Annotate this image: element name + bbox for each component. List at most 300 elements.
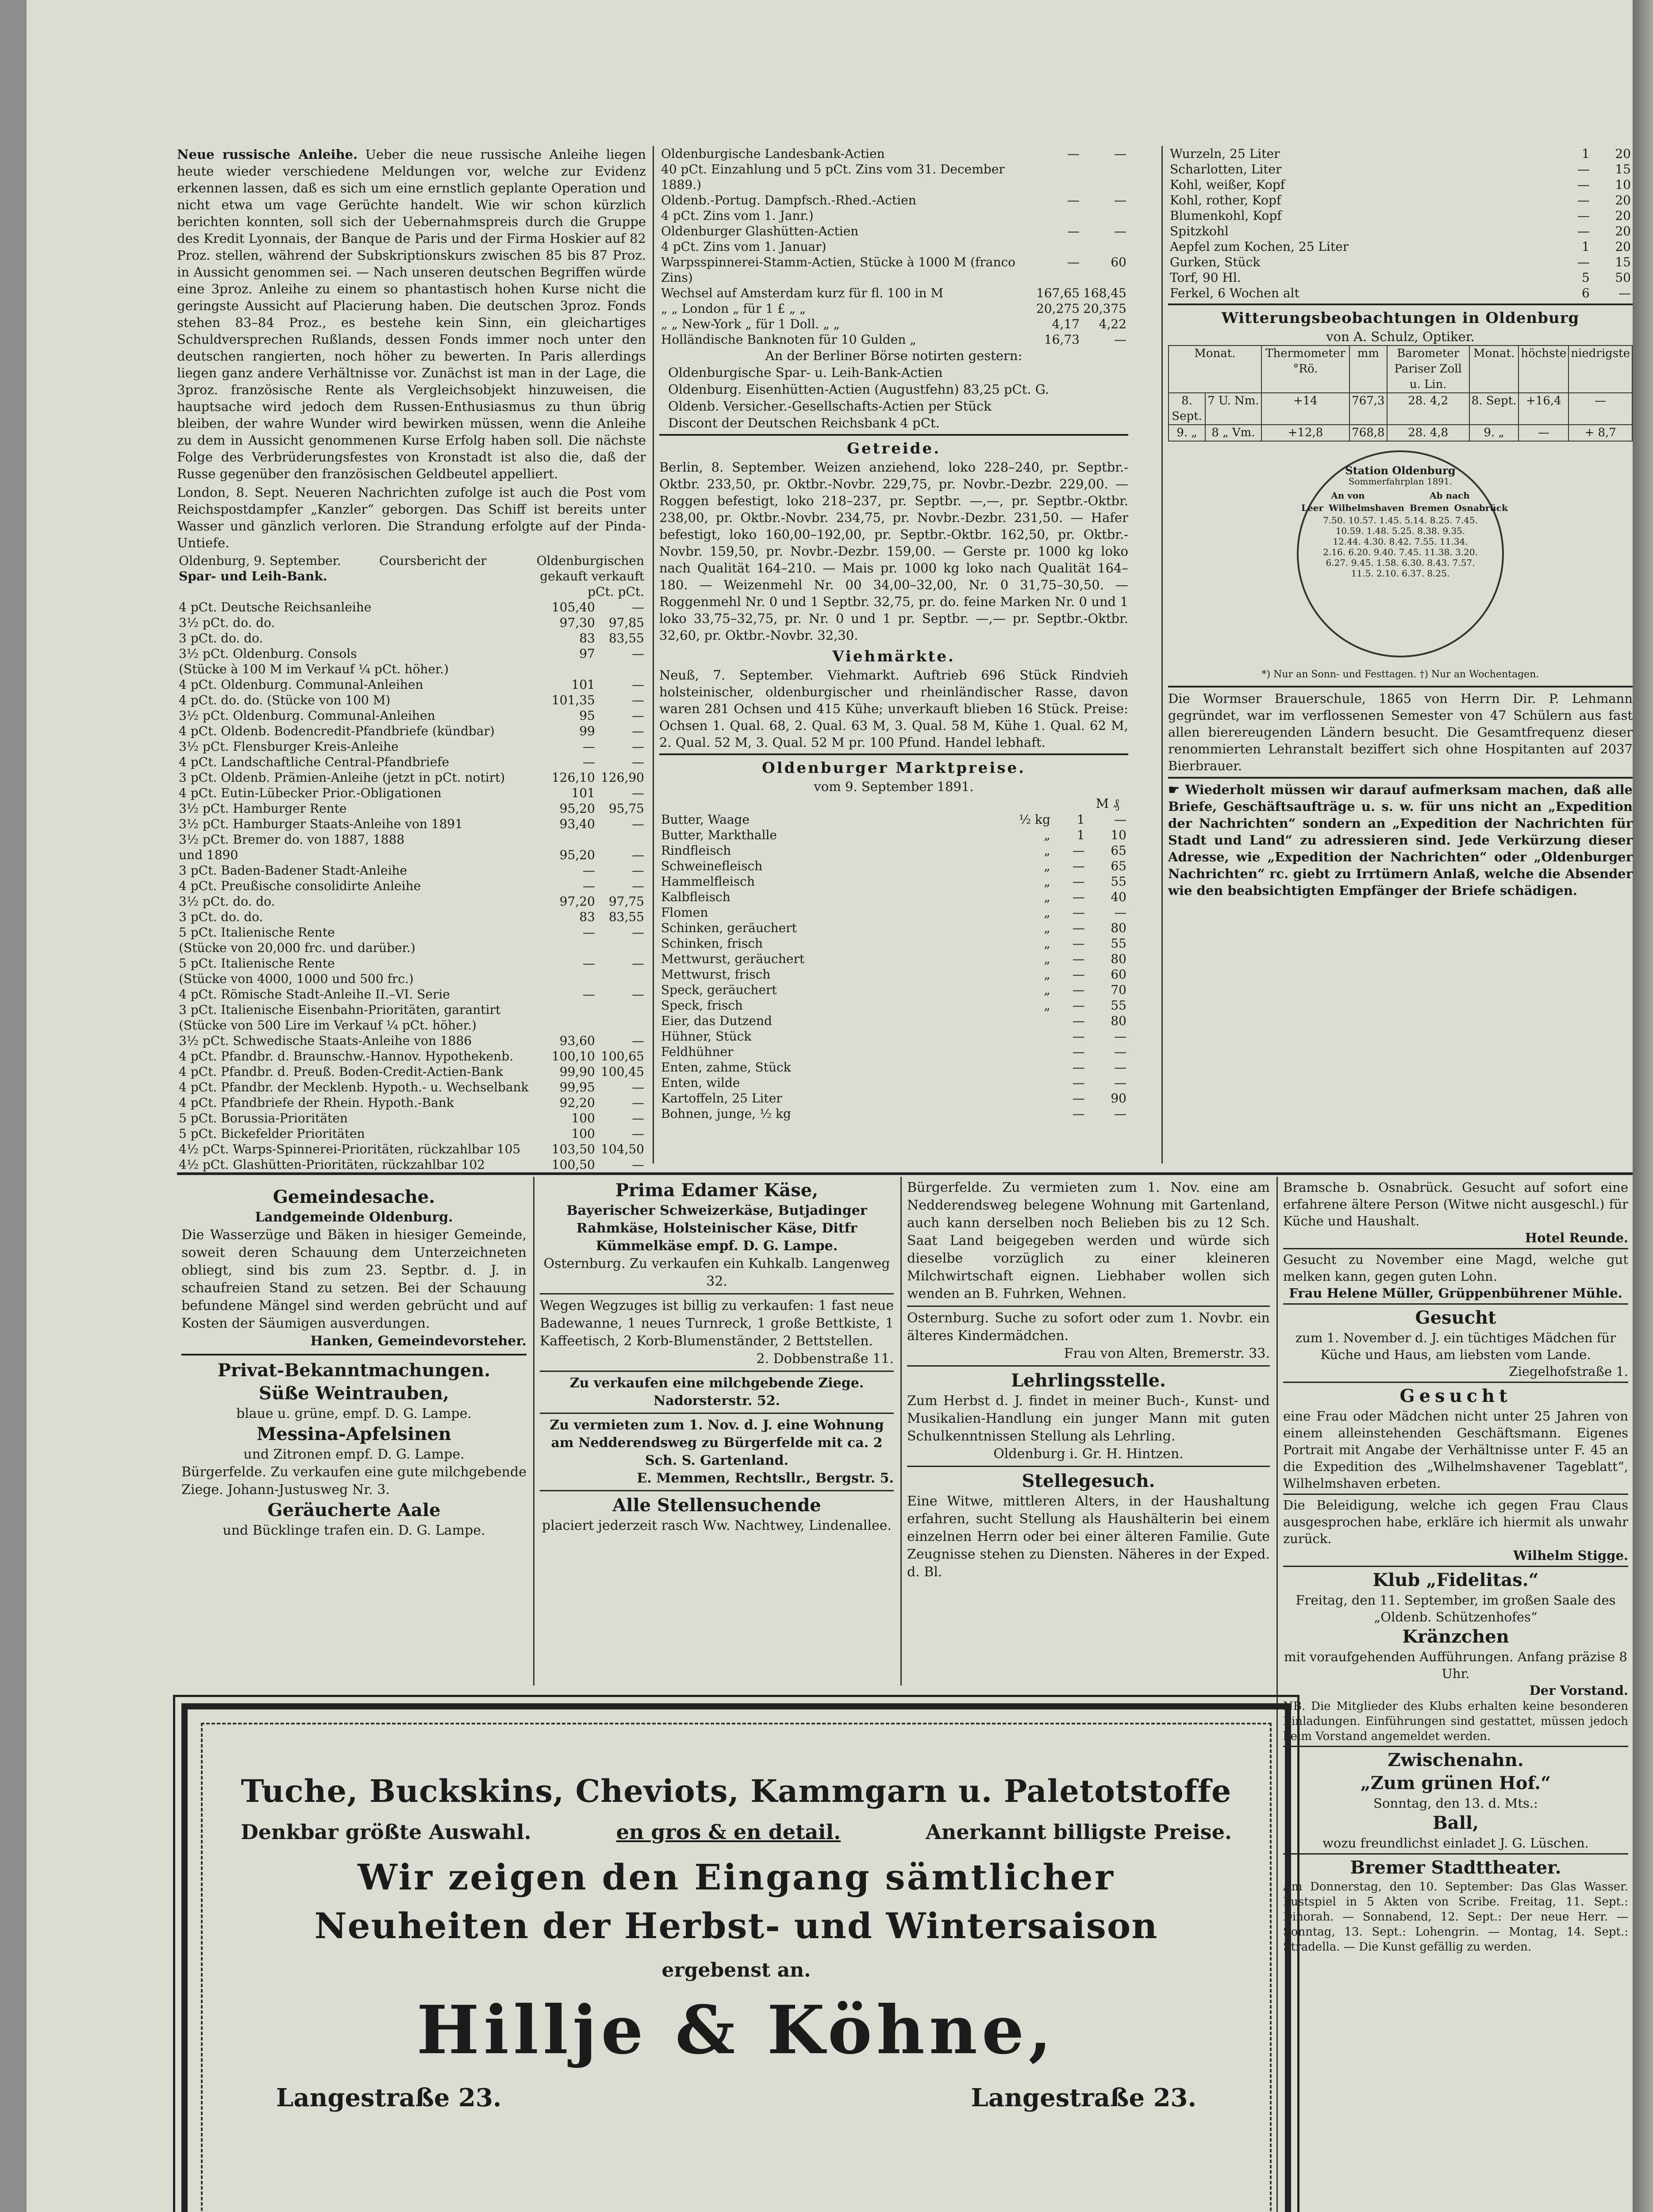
table-row <box>177 1095 646 1110</box>
column-header: Thermometer °Rö. <box>1261 346 1349 393</box>
table-cell: 83 <box>579 910 595 924</box>
table-cell <box>976 1013 1052 1029</box>
table-cell: 100,10 <box>551 1049 595 1064</box>
zwischenahn-sub: „Zum grünen Hof.“ <box>1360 1773 1551 1793</box>
table-cell: 20 <box>1615 146 1631 161</box>
table-cell: — <box>1072 998 1085 1013</box>
stellegesuch-text: Eine Witwe, mittleren Alters, in der Haushaltung erfahren, sucht Stellung als Haushälterin bei einem einzelnen Herrn oder bei einer älteren Familie. Gute Zeugnisse stehen zu Diensten. Näheres in der Exped. d. Bl. <box>907 1494 1270 1580</box>
table-cell <box>976 1060 1052 1075</box>
table-row <box>659 316 1128 332</box>
table-cell <box>597 940 646 956</box>
table-cell: und 1890 <box>179 848 238 862</box>
table-cell: — <box>632 863 644 878</box>
table-cell: 40 pCt. Einzahlung und 5 pCt. Zins vom 31. December 1889.) <box>661 162 1005 192</box>
table-cell: 4 pCt. do. do. (Stücke von 100 M) <box>179 693 391 707</box>
table-cell: 768,8 <box>1349 425 1387 441</box>
kaese-text: Bayerischer Schweizerkäse, Butjadinger Rahmkäse, Holsteinischer Käse, Ditfr Kümmelkäse empf. D. G. Lampe. <box>566 1203 867 1254</box>
divider <box>659 753 1128 755</box>
divider <box>1168 686 1633 687</box>
table-row <box>659 905 1128 920</box>
markt-heading: Oldenburger Marktpreise. <box>762 759 1026 777</box>
table-row <box>1168 177 1633 192</box>
berlin-list <box>659 364 1128 431</box>
table-cell: +12,8 <box>1261 425 1349 441</box>
wetter-note: *) Nur an Sonn- und Festtagen. †) Nur an Wochentagen. <box>1261 669 1539 680</box>
vermieten-sign: E. Memmen, Rechtsllr., Bergstr. 5. <box>637 1471 894 1486</box>
table-cell: — <box>1114 224 1126 238</box>
table-cell: 50 <box>1615 270 1631 285</box>
gemeinde-text: Die Wasserzüge und Bäken in hiesiger Gemeinde, soweit deren Schauung dem Unterzeichneten obliegt, sind bis zum 23. Septbr. d. J. in schaufreien Stand zu setzen. Bei der Schauung befundene Mängel sind werden gebrücht und auf Kosten der Säumigen ausverdungen. <box>181 1227 527 1331</box>
table-cell: — <box>632 600 644 614</box>
table-row <box>659 1044 1128 1060</box>
table-cell: — <box>1114 1045 1126 1059</box>
table-row <box>177 1157 646 1172</box>
table-row <box>177 816 646 832</box>
station-places <box>1299 503 1508 513</box>
station-place: Wilhelmshaven <box>1329 503 1405 513</box>
table-cell: — <box>632 724 644 738</box>
table-cell: — <box>1114 812 1126 827</box>
hinweis-text <box>1168 781 1633 899</box>
gemeinde-heading: Gemeindesache. <box>273 1187 435 1207</box>
table-cell: „ <box>1044 905 1050 920</box>
station-title: Station Oldenburg <box>1345 464 1456 477</box>
table-cell: 4 pCt. Preußische consolidirte Anleihe <box>179 879 421 893</box>
table-cell: — <box>582 956 595 971</box>
table-cell <box>597 971 646 987</box>
table-cell: Kohl, weißer, Kopf <box>1170 177 1285 192</box>
table-cell: Ferkel, 6 Wochen alt <box>1170 286 1299 300</box>
table-cell: Kalbfleisch <box>661 890 730 904</box>
table-row <box>177 909 646 925</box>
london-news: London, 8. Sept. Neueren Nachrichten zufolge ist auch die Post vom Reichspostdampfer „Kanzler“ geborgen. Das Schiff ist bereits unter Wasser und gänzlich verloren. Die Strandung erfolgte auf der Pinda-Untiefe. <box>177 485 646 550</box>
table-row <box>177 785 646 801</box>
table-cell: — <box>1067 146 1080 161</box>
table-cell: Eier, das Dutzend <box>661 1014 772 1028</box>
wegzug-addr: 2. Dobbenstraße 11. <box>756 1351 894 1367</box>
table-row <box>659 1013 1128 1029</box>
table-row <box>177 1048 646 1064</box>
zwischenahn-heading: Zwischenahn. <box>1388 1750 1524 1770</box>
buergerfelde-ziege-ad: Bürgerfelde. Zu verkaufen eine gute milchgebende Ziege. Johann-Justusweg Nr. 3. <box>181 1464 527 1498</box>
lehrling-heading: Lehrlingsstelle. <box>1011 1370 1166 1391</box>
table-cell: 97,75 <box>608 894 644 909</box>
table-cell: 83,55 <box>608 910 644 924</box>
table-cell: 92,20 <box>559 1095 595 1110</box>
table-row <box>659 1075 1128 1091</box>
berlin-head: An der Berliner Börse notirten gestern: <box>765 348 1023 363</box>
berlin-item: Oldenburgische Spar- u. Leih-Bank-Actien <box>668 365 943 380</box>
table-cell: 80 <box>1111 921 1126 935</box>
table-row <box>177 1018 646 1033</box>
table-cell: — <box>1072 936 1085 951</box>
table-row <box>659 1091 1128 1106</box>
table-cell: 15 <box>1615 162 1631 177</box>
veg-table <box>1168 146 1633 301</box>
table-cell: — <box>632 1080 644 1094</box>
table-cell: Hammelfleisch <box>661 874 755 889</box>
buergerfelde-wohnung-ad: Bürgerfelde. Zu vermieten zum 1. Nov. eine am Nedderendsweg belegene Wohnung mit Gartenland, auch kann derselben noch Belieben bis zu 12 Sch. Saat Land beigegeben werden und würde sich dieselbe vorzüglich zu einer kleineren Milchwirtschaft eignen. Liebhaber wollen sich wenden an B. Fuhrken, Wehnen. <box>907 1180 1270 1302</box>
table-cell: 3½ pCt. Hamburger Rente <box>179 801 347 816</box>
table-cell: Bohnen, junge, ½ kg <box>661 1106 791 1121</box>
ad-gemeinde <box>181 1186 527 1540</box>
table-cell: — <box>1114 1106 1126 1121</box>
table-cell: 1 <box>1076 828 1085 842</box>
kurs-sub-left: Spar- und Leih-Bank. <box>179 569 327 584</box>
table-cell: — <box>632 925 644 940</box>
column-header: Monat. <box>1169 346 1261 393</box>
table-cell: 10 <box>1615 177 1631 192</box>
table-cell: 3½ pCt. Schwedische Staats-Anleihe von 1886 <box>179 1033 472 1048</box>
table-cell: 20 <box>1615 239 1631 254</box>
gesucht-frau-ad: eine Frau oder Mädchen nicht unter 25 Jahren von einem alleinstehenden Geschäftsmann. Eigenes Portrait mit Angabe der Verhältnisse unter F. 45 an die Expedition des „Wilhelmshavener Tageblatt“, Wilhelmshaven erbeten. <box>1283 1409 1628 1491</box>
table-cell: 6 <box>1581 286 1590 300</box>
table-row <box>659 951 1128 967</box>
kurs-table <box>177 599 646 1172</box>
table-row <box>1169 393 1632 425</box>
table-cell: 95,75 <box>608 801 644 816</box>
vieh-text: Neuß, 7. September. Viehmarkt. Auftrieb 696 Stück Rindvieh holsteinischer, oldenburgischer und rheinländischer Rasse, davon waren 281 Ochsen und 415 Kühe; unverkauft blieben 16 Stück. Preise: Ochsen 1. Qual. 68, 2. Qual. 63 M, 3. Qual. 58 M, Kühe 1. Qual. 62 M, 2. Qual. 52 M, 3. Qual. 52 M pr. 100 Pfund. Handel lebhaft. <box>659 668 1128 750</box>
table-row <box>659 301 1128 316</box>
table-cell: — <box>1072 1045 1085 1059</box>
table-row <box>177 1110 646 1126</box>
table-cell <box>597 832 646 847</box>
gesucht-addr: Ziegelhofstraße 1. <box>1509 1364 1628 1379</box>
table-cell: Oldenburger Glashütten-Actien <box>661 224 859 238</box>
getreide-heading: Getreide. <box>846 440 941 457</box>
table-cell: 767,3 <box>1349 393 1387 425</box>
table-cell <box>548 1018 597 1033</box>
table-cell: — <box>632 755 644 769</box>
table-cell: 101 <box>571 677 595 692</box>
table-row <box>659 161 1128 192</box>
table-cell: 99,90 <box>559 1064 595 1079</box>
table-row <box>1168 239 1633 254</box>
table-cell: 4 pCt. Zins vom 1. Janr.) <box>661 208 814 223</box>
table-cell: 100,50 <box>551 1157 595 1172</box>
table-cell: 4 pCt. Römische Stadt-Anleihe II.–VI. Serie <box>179 987 450 1002</box>
big-line-stoffe: Tuche, Buckskins, Cheviots, Kammgarn u. Paletotstoffe <box>241 1773 1232 1809</box>
table-cell: 16,73 <box>1044 332 1080 347</box>
table-cell: 65 <box>1111 843 1126 858</box>
stock-table <box>659 146 1128 347</box>
getreide-text: Berlin, 8. September. Weizen anziehend, loko 228–240, pr. Septbr.-Oktbr. 233,50, pr. Oktbr.-Novbr. 229,75, pr. Novbr.-Dezbr. 229,00. — Roggen befestigt, loko 218–237, pr. Septbr. —,—, pr. Septbr.-Oktbr. 238,00, pr. Oktbr.-Novbr. 234,75, pr. Novbr.-Dezbr. 231,50. — Hafer befestigt, loko 160,00–192,00, pr. Septbr.-Oktbr. 162,50, pr. Oktbr.-Novbr. 159,50, pr. Novbr.-Dezbr. 159,00. — Gerste pr. 1000 kg loko nach Qualität 164–210. — Mais pr. 1000 kg loko nach Qualität 164–180. — Weizenmehl Nr. 00 34,00–32,00, Nr. 0 31,75–30,50. — Roggenmehl Nr. 0 und 1 Septbr. 32,75, pr. do. feine Marken Nr. 0 und 1 loko 33,75–32,75, pr. Nr. 0 und 1 pr. Septbr. —,— pr. Septbr.-Oktbr. 32,60, pr. Oktbr.-Novbr. 32,30. <box>659 460 1128 643</box>
table-cell: „ „ London „ für 1 £ „ „ <box>661 301 806 316</box>
table-cell: Kohl, rother, Kopf <box>1170 193 1281 207</box>
stellen-heading: Alle Stellensuchende <box>612 1495 821 1516</box>
weintrauben-sub: blaue u. grüne, empf. D. G. Lampe. <box>236 1406 472 1421</box>
table-cell <box>976 1075 1052 1091</box>
table-row <box>177 615 646 630</box>
table-row <box>177 1033 646 1048</box>
table-cell <box>1081 161 1128 192</box>
table-row <box>177 599 646 615</box>
table-cell <box>976 1091 1052 1106</box>
table-cell: — <box>632 677 644 692</box>
table-cell: (Stücke von 4000, 1000 und 500 frc.) <box>179 972 414 986</box>
table-cell: Flomen <box>661 905 708 920</box>
privat-heading: Privat-Bekanntmachungen. <box>217 1360 491 1381</box>
lehrling-text: Zum Herbst d. J. findet in meiner Buch-, Kunst- und Musikalien-Handlung ein junger Mann mit guten Schulkenntnissen Stellung als Lehrling. <box>907 1393 1270 1444</box>
table-cell <box>597 1018 646 1033</box>
station-times: 7.50. 10.57. 1.45. 5.14. 8.25. 7.45. 10.59. 1.48. 5.25. 8.38. 9.35. 12.44. 4.30. 8.42. 7.55. 11.34. 2.16. 6.20. 9.40. 7.45. 11.38. 3.20. 6.27. 9.45. 1.58. 6.30. 8.43. 7.57. 11.5. 2.10. 6.37. 8.25. <box>1323 515 1478 579</box>
gesucht2-heading: Gesucht <box>1399 1386 1512 1406</box>
table-cell: 126,90 <box>601 770 644 785</box>
table-cell: 55 <box>1111 874 1126 889</box>
table-cell: 20,375 <box>1083 301 1126 316</box>
ad-divider <box>533 1177 534 1686</box>
table-cell: 168,45 <box>1083 286 1126 300</box>
table-row <box>659 843 1128 858</box>
ads-divider <box>177 1172 1633 1175</box>
station-an: An von <box>1331 490 1365 501</box>
table-row <box>659 1060 1128 1075</box>
gesucht-heading: Gesucht <box>1415 1307 1496 1328</box>
ad-right-column <box>1283 1179 1628 1955</box>
table-row <box>659 858 1128 874</box>
table-cell: Oldenb.-Portug. Dampfsch.-Rhed.-Actien <box>661 193 916 207</box>
table-cell: Speck, frisch <box>661 998 743 1013</box>
column-header: mm <box>1349 346 1387 393</box>
klub-sign: Der Vorstand. <box>1529 1683 1628 1698</box>
table-cell: 4 pCt. Zins vom 1. Januar) <box>661 239 826 254</box>
column-weather <box>1168 146 1633 901</box>
table-cell: 101 <box>571 786 595 800</box>
table-cell: 100,65 <box>601 1049 644 1064</box>
table-cell: „ <box>1044 843 1050 858</box>
ad-buergerfelde <box>907 1179 1270 1581</box>
table-row <box>177 925 646 940</box>
beleidigung-sign: Wilhelm Stigge. <box>1513 1548 1628 1563</box>
table-cell: Schinken, geräuchert <box>661 921 797 935</box>
table-row <box>659 982 1128 998</box>
table-row <box>177 754 646 770</box>
table-row <box>1168 208 1633 223</box>
table-cell: — <box>1072 874 1085 889</box>
table-cell <box>548 1002 597 1018</box>
table-cell: — <box>632 708 644 723</box>
table-cell: 3½ pCt. Flensburger Kreis-Anleihe <box>179 739 399 754</box>
table-cell: Enten, wilde <box>661 1075 740 1090</box>
table-cell: 126,10 <box>551 770 595 785</box>
table-cell: Spitzkohl <box>1170 224 1229 238</box>
table-cell: 101,35 <box>551 693 595 707</box>
table-cell: — <box>632 1157 644 1172</box>
table-cell: — <box>632 646 644 661</box>
table-cell: +16,4 <box>1518 393 1568 425</box>
table-row <box>177 987 646 1002</box>
osternburg-sign: Frau von Alten, Bremerstr. 33. <box>1064 1346 1270 1361</box>
table-cell: — <box>1067 255 1080 269</box>
table-cell <box>1034 208 1081 223</box>
table-cell: — <box>632 786 644 800</box>
table-cell: 80 <box>1111 952 1126 966</box>
vermieten-ad: Zu vermieten zum 1. Nov. d. J. eine Wohnung am Nedderendsweg zu Bürgerfelde mit ca. 2 Sch. S. Gartenland. <box>550 1417 884 1468</box>
klub-text: Freitag, den 11. September, im großen Saale des „Oldenb. Schützenhofes“ <box>1295 1593 1616 1624</box>
table-cell: 8. Sept. <box>1169 393 1205 425</box>
table-cell: Mettwurst, geräuchert <box>661 952 805 966</box>
table-row <box>177 1141 646 1157</box>
big-line-preise: Anerkannt billigste Preise. <box>926 1820 1232 1844</box>
table-cell: — <box>632 879 644 893</box>
table-cell: Scharlotten, Liter <box>1170 162 1282 177</box>
table-cell: 4 pCt. Oldenb. Bodencredit-Pfandbriefe (kündbar) <box>179 724 495 738</box>
table-cell: — <box>1072 1060 1085 1075</box>
big-line-auswahl: Denkbar größte Auswahl. <box>241 1820 531 1844</box>
table-cell: Warpsspinnerei-Stamm-Actien, Stücke à 1000 M (franco Zins) <box>661 255 1016 285</box>
zwischenahn-date: Sonntag, den 13. d. Mts.: <box>1373 1796 1538 1811</box>
table-cell: 8. Sept. <box>1469 393 1519 425</box>
table-cell: — <box>1072 890 1085 904</box>
table-cell: „ <box>1044 998 1050 1013</box>
table-cell: Wechsel auf Amsterdam kurz für fl. 100 in M <box>661 286 944 300</box>
table-cell: 4 pCt. Eutin-Lübecker Prior.-Obligationen <box>179 786 442 800</box>
table-cell: — <box>582 755 595 769</box>
table-row <box>1168 192 1633 208</box>
table-cell: 5 pCt. Bickefelder Prioritäten <box>179 1126 365 1141</box>
table-cell: 83 <box>579 631 595 645</box>
table-cell: + 8,7 <box>1568 425 1632 441</box>
table-cell: 5 pCt. Borussia-Prioritäten <box>179 1111 348 1125</box>
table-cell: 10 <box>1111 828 1126 842</box>
table-cell: 3 pCt. do. do. <box>179 631 263 645</box>
table-cell <box>976 1044 1052 1060</box>
table-cell: „ <box>1044 952 1050 966</box>
table-row <box>177 1064 646 1079</box>
table-cell: 4½ pCt. Warps-Spinnerei-Prioritäten, rückzahlbar 105 <box>179 1142 521 1156</box>
table-cell: Aepfel zum Kochen, 25 Liter <box>1170 239 1349 254</box>
table-cell: 3½ pCt. Oldenburg. Communal-Anleihen <box>179 708 435 723</box>
station-place: Leer <box>1301 503 1324 513</box>
table-cell: — <box>1067 224 1080 238</box>
kurs-unit: pCt. pCt. <box>588 584 644 599</box>
osternburg-kalb-ad: Osternburg. Zu verkaufen ein Kuhkalb. Langenweg 32. <box>543 1256 890 1289</box>
ziege-ad: Zu verkaufen eine milchgebende Ziege. Nadorsterstr. 52. <box>569 1375 864 1409</box>
table-row <box>659 254 1128 285</box>
table-cell: — <box>582 925 595 940</box>
table-cell: — <box>1114 332 1126 347</box>
column-divider <box>1161 146 1163 1164</box>
column-header: niedrigste <box>1568 346 1632 393</box>
table-cell: Wurzeln, 25 Liter <box>1170 146 1280 161</box>
brauer-text: Die Wormser Brauerschule, 1865 von Herrn Dir. P. Lehmann gegründet, war im verflossenen Semester von 47 Schülern aus fast allen bierereugenden Ländern besucht. Die Gesamtfrequenz dieser renommierten Lehranstalt beziffert sich ohne Hospitanten auf 2037 Bierbrauer. <box>1168 691 1633 773</box>
table-cell: 4 pCt. Pfandbriefe der Rhein. Hypoth.-Bank <box>179 1095 454 1110</box>
table-cell: 5 <box>1581 270 1590 285</box>
divider <box>1168 777 1633 779</box>
table-cell: 93,60 <box>559 1033 595 1048</box>
stellen-sub: placiert jederzeit rasch Ww. Nachtwey, Lindenallee. <box>542 1518 892 1533</box>
table-cell: 7 U. Nm. <box>1205 393 1261 425</box>
table-cell: 4 pCt. Pfandbr. d. Braunschw.-Hannov. Hypothekenb. <box>179 1049 514 1064</box>
article-body: Ueber die neue russische Anleihe liegen heute wieder verschiedene Meldungen vor, welche zur Evidenz erkennen lassen, daß es sich um eine ernstlich geplante Operation und nicht etwa um vage Gerüchte handelt. Wie wir schon kürzlich berichten konnten, soll sich der Uebernahmspreis durch die Gruppe des Kredit Lyonnais, der Banque de Paris und der Firma Hoskier auf 82 Proz. stellen, während der Subskriptionskurs zwischen 85 bis 87 Proz. in Aussicht genommen sei. — Nach unseren deutschen Begriffen würde eine 3proz. Anleihe zu einem so phantastisch hohen Kurse nicht die geringste Aussicht auf Placierung haben. Die deutschen 3proz. Fonds stehen 83–84 Proz., es bestehe kein Sinn, ein gleichartiges Schuldversprechen Rußlands, dessen Fonds immer noch unter den deutschen rangierten, noch höher zu bewerten. In Paris allerdings liegen ganz andere Verhältnisse vor. Zunächst ist man in der Lage, die 3proz. französische Rente als Vergleichsobjekt hinzuweisen, die hauptsache wird jedoch dem Russen-Enthusiasmus zu thun übrig bleiben, der wahre Wunder wird bewirken müssen, wenn die Anleihe zu dem in Aussicht genommenen Kurse Erfolg haben soll. Die nächste Folge des Verbrüderungsfestes von Kronstadt ist also die, daß der Russe gegenüber den französischen Geldbeutel appelliert. <box>177 147 646 481</box>
table-cell: 95,20 <box>559 848 595 862</box>
table-cell <box>1034 161 1081 192</box>
table-row <box>177 770 646 785</box>
gemeinde-sign: Hanken, Gemeindevorsteher. <box>310 1333 527 1349</box>
table-row <box>177 739 646 754</box>
table-cell: 97 <box>579 646 595 661</box>
big-line-ergebenst: ergebenst an. <box>661 1959 811 1982</box>
table-row <box>659 998 1128 1013</box>
table-cell: 97,30 <box>559 615 595 630</box>
table-cell: 105,40 <box>551 600 595 614</box>
table-cell: 100,45 <box>601 1064 644 1079</box>
table-cell: — <box>582 863 595 878</box>
table-cell: — <box>1072 1075 1085 1090</box>
table-cell: 4 pCt. Landschaftliche Central-Pfandbriefe <box>179 755 450 769</box>
hillje-koehne-ad <box>181 1703 1291 2212</box>
kurs-sub-right: gekauft verkauft <box>540 569 644 584</box>
table-row <box>659 223 1128 239</box>
table-cell: — <box>1577 224 1590 238</box>
table-row <box>1168 285 1633 301</box>
markt-date: vom 9. September 1891. <box>814 779 974 794</box>
table-row <box>1168 146 1633 161</box>
divider <box>1168 303 1633 305</box>
table-cell: — <box>582 987 595 1002</box>
table-cell: 99 <box>579 724 595 738</box>
table-cell: „ <box>1044 874 1050 889</box>
table-row <box>177 661 646 677</box>
table-row <box>177 1079 646 1095</box>
table-row <box>177 971 646 987</box>
table-cell: — <box>632 987 644 1002</box>
table-cell: 104,50 <box>601 1142 644 1156</box>
table-cell: 167,65 <box>1036 286 1080 300</box>
column-header: Monat. <box>1469 346 1519 393</box>
table-row <box>659 889 1128 905</box>
column-header: höchste <box>1518 346 1568 393</box>
stellegesuch-heading: Stellegesuch. <box>1022 1471 1155 1491</box>
table-row <box>659 239 1128 254</box>
table-cell: 3½ pCt. Bremer do. von 1887, 1888 <box>179 832 405 847</box>
column-divider <box>653 146 654 1164</box>
ball-sign: wozu freundlichst einladet J. G. Lüschen. <box>1322 1836 1589 1851</box>
table-cell: Mettwurst, frisch <box>661 967 771 982</box>
ad-kaese <box>540 1179 894 1535</box>
table-cell: 60 <box>1111 967 1126 982</box>
theater-heading: Bremer Stadttheater. <box>1350 1857 1561 1878</box>
apfelsinen-sub: und Zitronen empf. D. G. Lampe. <box>243 1447 465 1462</box>
table-cell: 60 <box>1111 255 1126 269</box>
table-cell: 20 <box>1615 208 1631 223</box>
table-cell <box>548 832 597 847</box>
table-cell: — <box>1114 146 1126 161</box>
klub-kraenzchen: Kränzchen <box>1402 1626 1509 1647</box>
table-cell: — <box>1114 905 1126 920</box>
divider <box>659 434 1128 436</box>
table-cell: +14 <box>1261 393 1349 425</box>
table-cell: 9. „ <box>1469 425 1519 441</box>
big-line-eingang: Wir zeigen den Eingang sämtlicher <box>358 1856 1115 1898</box>
table-cell: 80 <box>1111 1014 1126 1028</box>
table-cell: 4½ pCt. Glashütten-Prioritäten, rückzahlbar 102 <box>179 1157 485 1172</box>
gesucht-maedchen-ad: zum 1. November d. J. ein tüchtiges Mädchen für Küche und Haus, am liebsten vom Lande. <box>1295 1330 1616 1362</box>
station-sub: Sommerfahrplan 1891. <box>1348 476 1453 487</box>
table-cell: 4,22 <box>1099 317 1126 331</box>
table-cell: 95 <box>579 708 595 723</box>
table-row <box>659 827 1128 843</box>
table-cell: — <box>1072 905 1085 920</box>
osternburg-kindermaedchen-ad: Osternburg. Suche zu sofort oder zum 1. Novbr. ein älteres Kindermädchen. <box>907 1310 1270 1344</box>
table-cell: — <box>1067 193 1080 207</box>
table-row <box>659 936 1128 951</box>
table-cell <box>597 1002 646 1018</box>
table-row <box>659 812 1128 827</box>
table-cell: — <box>632 1033 644 1048</box>
table-row <box>659 1029 1128 1044</box>
table-cell: 3 pCt. do. do. <box>179 910 263 924</box>
